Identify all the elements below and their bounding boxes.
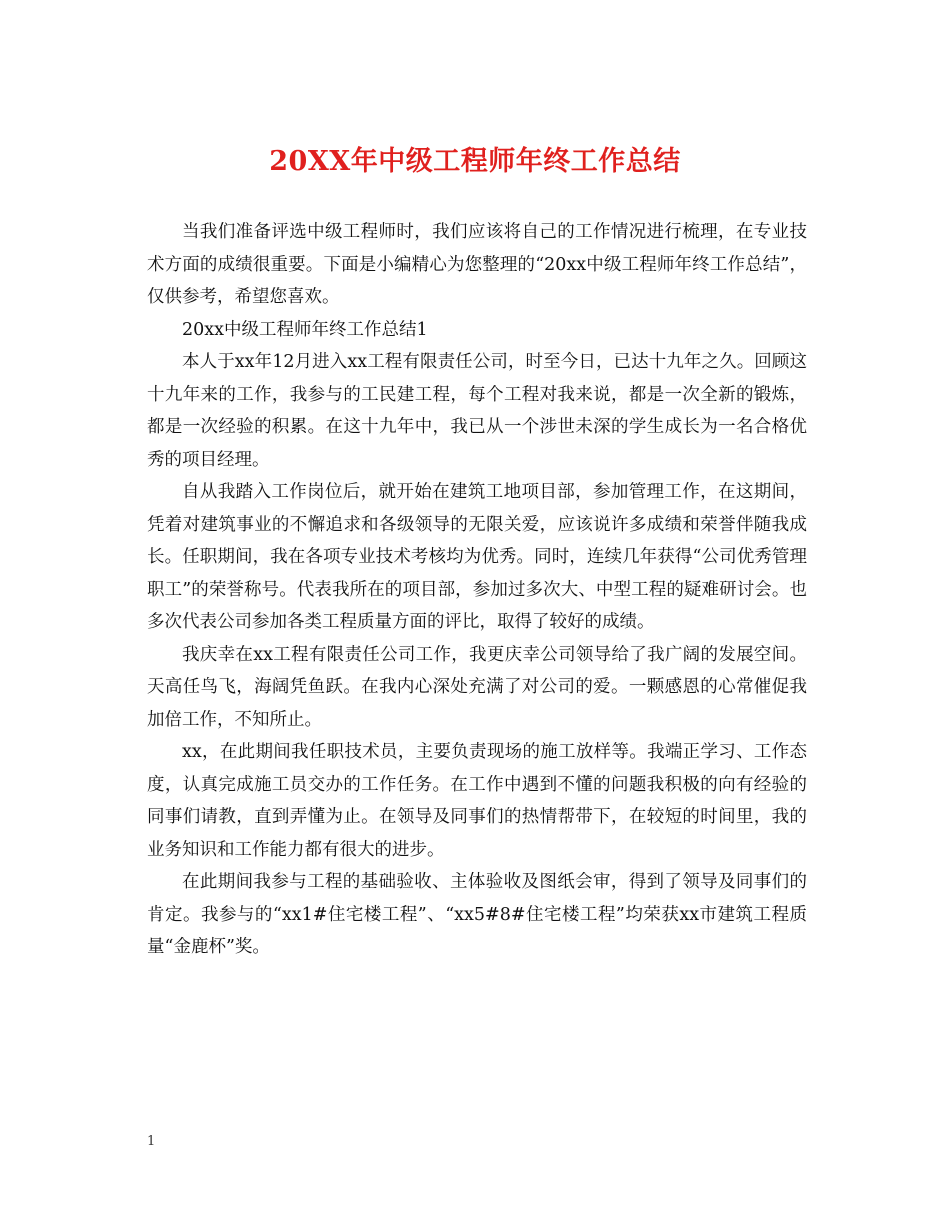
body-paragraph: 本人于xx年12月进入xx工程有限责任公司，时至今日，已达十九年之久。回顾这十九年来的工作，我参与的工民建工程，每个工程对我来说，都是一次全新的锻炼，都是一次经验的积累。在这十九年中，我已从一个涉世未深的学生成长为一名合格优秀的项目经理。 xyxy=(147,352,807,470)
page-number: 1 xyxy=(147,1134,156,1149)
body-paragraph: xx，在此期间我任职技术员，主要负责现场的施工放样等。我端正学习、工作态度，认真完成施工员交办的工作任务。在工作中遇到不懂的问题我积极的向有经验的同事们请教，直到弄懂为止。在领导及同事们的热情帮带下，在较短的时间里，我的业务知识和工作能力都有很大的进步。 xyxy=(147,742,807,860)
body-paragraph: 在此期间我参与工程的基础验收、主体验收及图纸会审，得到了领导及同事们的肯定。我参与的“xx1#住宅楼工程”、“xx5#8#住宅楼工程”均荣获xx市建筑工程质量“金鹿杯”奖。 xyxy=(147,872,807,957)
document-title: 20XX年中级工程师年终工作总结 xyxy=(269,146,681,177)
body-paragraph: 我庆幸在xx工程有限责任公司工作，我更庆幸公司领导给了我广阔的发展空间。天高任鸟飞，海阔凭鱼跃。在我内心深处充满了对公司的爱。一颗感恩的心常催促我加倍工作，不知所止。 xyxy=(147,644,807,730)
body-paragraph: 自从我踏入工作岗位后，就开始在建筑工地项目部，参加管理工作，在这期间，凭着对建筑事业的不懈追求和各级领导的无限关爱，应该说许多成绩和荣誉伴随我成长。任职期间，我在各项专业技术考核均为优秀。同时，连续几年获得“公司优秀管理职工”的荣誉称号。代表我所在的项目部，参加过多次大、中型工程的疑难研讨会。也多次代表公司参加各类工程质量方面的评比，取得了较好的成绩。 xyxy=(147,482,807,632)
document-body xyxy=(147,216,807,964)
section-heading: 20xx中级工程师年终工作总结1 xyxy=(182,319,428,340)
intro-paragraph: 当我们准备评选中级工程师时，我们应该将自己的工作情况进行梳理，在专业技术方面的成绩很重要。下面是小编精心为您整理的“20xx中级工程师年终工作总结”，仅供参考，希望您喜欢。 xyxy=(147,222,807,307)
